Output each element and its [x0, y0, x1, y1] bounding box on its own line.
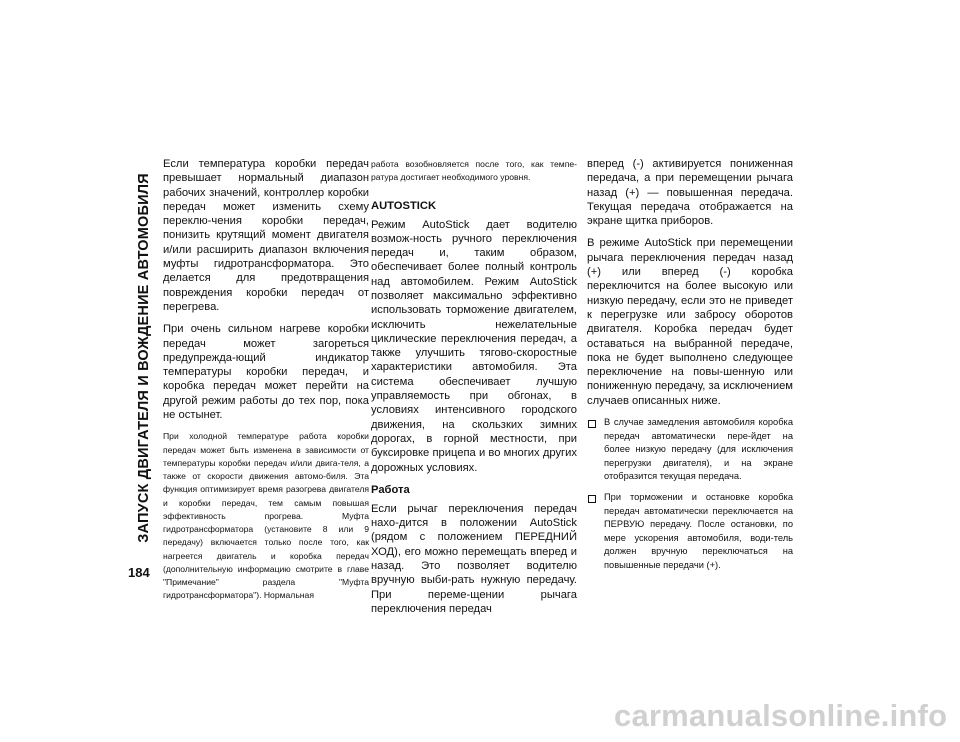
bullet-text: В случае замедления автомобиля коробка передач автоматически пере-йдет на более низкую передачу (для исключения перегрузки двигателя), и на экране отобразится текущая передача.	[604, 417, 793, 482]
paragraph-warning-indicator: При очень сильном нагреве коробки передач может загореться предупрежда-ющий индикатор температуры коробки передач, и коробка передач может перейти на другой режим работы до тех пор, пока не остынет.	[163, 323, 369, 422]
page-number: 184	[128, 565, 150, 580]
paragraph-shift-direction: вперед (-) активируется пониженная передача, а при перемещении рычага назад (+) — повышенная передача. Текущая передача отображается на экране щитка приборов.	[587, 158, 793, 228]
bullet-item-braking	[587, 491, 793, 573]
note-cold-temperature: При холодной температуре работа коробки передач может быть изменена в зависимости от температуры коробки передач и/или двига-теля, а также от скорости движения автомо-биля. Эта функция оптимизирует время разогрева двигателя и коробки передач, тем самым повышая эффективность прогрева. Муфта гидротрансформатора (установите 8 или 9 передачу) включается только после того, как нагреется двигатель и коробка передач (дополнительную информацию смотрите в главе "Примечание" раздела "Муфта гидротрансформатора"). Нормальная	[163, 431, 369, 601]
column-2	[371, 157, 577, 624]
operation-description: Если рычаг переключения передач нахо-дится в положении AutoStick (рядом с положением ПЕРЕДНИЙ ХОД), его можно перемещать вперед и назад. Это позволяет водителю вручную выби-рать нужную передачу. При переме-щении рычага переключения передач	[371, 502, 577, 615]
checkbox-bullet-icon	[588, 420, 596, 428]
paragraph-overheat: Если температура коробки передач превышает нормальный диапазон рабочих значений, контроллер коробки передач может изменить схему переклю-чения коробки передач, понизить крутящий момент двигателя и/или расширить диапазон включения муфты гидротрансформатора. Это делается для предотвращения повреждения коробки передач от перегрева.	[163, 158, 369, 313]
bullet-item-deceleration	[587, 416, 793, 484]
autostick-heading: AUTOSTICK	[371, 199, 437, 212]
column-1	[163, 157, 369, 603]
bullet-text: При торможении и остановке коробка передач автоматически переключается на ПЕРВУЮ передачу. После остановки, по мере ускорения автомобиля, води-тель должен вручную переключаться на повышенные передачи (+).	[604, 492, 793, 570]
section-side-title-text: ЗАПУСК ДВИГАТЕЛЯ И ВОЖДЕНИЕ АВТОМОБИЛЯ	[136, 172, 152, 543]
paragraph-autostick-mode: В режиме AutoStick при перемещении рычага переключения передач назад (+) или вперед (-) коробка переключится на более высокую или низкую передачу, если это не приведет к перегрузке или забросу оборотов двигателя. Коробка передач будет оставаться на выбранной передаче, пока не будет выполнено следующее переключение на повы-шенную или пониженную передачу, за исключением случаев описанных ниже.	[587, 237, 793, 407]
column-3	[587, 157, 793, 580]
autostick-description: Режим AutoStick дает водителю возмож-ность ручного переключения передач и, таким образом, обеспечивает более полный контроль над автомобилем. Режим AutoStick позволяет максимально эффективно использовать торможение двигателем, исключить нежелательные циклические переключения передач, а также улучшить тягово-скоростные характеристики автомобиля. Эта система обеспечивает лучшую управляемость при обгонах, в условиях интенсивного городского движения, на скользких зимних дорогах, в горной местности, при буксировке прицепа и во многих других дорожных условиях.	[371, 218, 577, 474]
checkbox-bullet-icon	[588, 495, 596, 503]
operation-heading: Работа	[371, 483, 410, 496]
note-cold-temperature-continued: работа возобновляется после того, как темпе-ратура достигает необходимого уровня.	[371, 159, 577, 183]
section-side-title	[129, 150, 159, 565]
watermark: carmanualsonline.info	[614, 698, 948, 733]
